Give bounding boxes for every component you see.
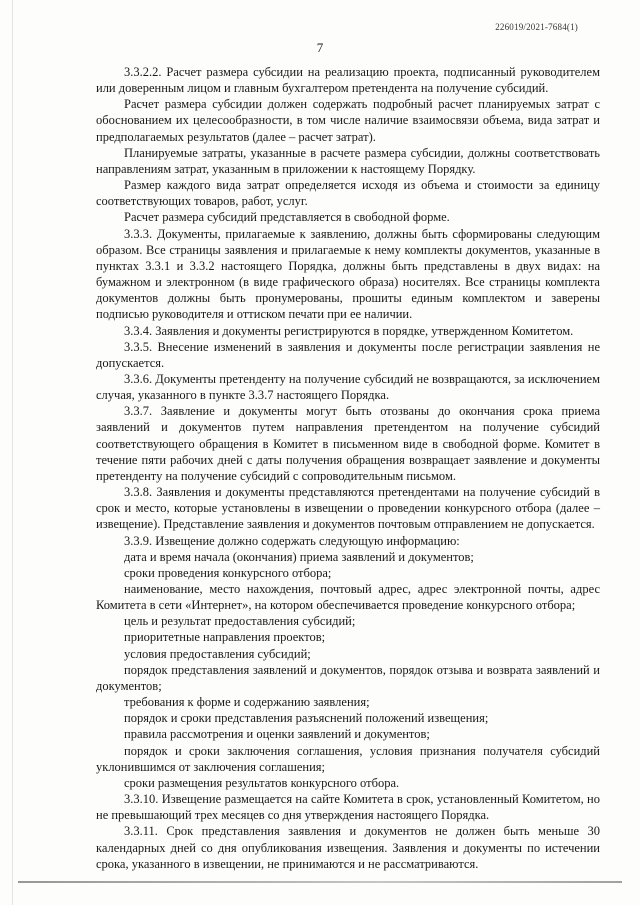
paragraph-cost-size: Размер каждого вида затрат определяется исходя из объема и стоимости за единицу соответствующих товаров, работ, услуг. [96, 178, 600, 209]
list-item: условия предоставления субсидий; [124, 646, 311, 661]
document-registration-number: 226019/2021-7684(1) [495, 22, 578, 32]
paragraph-3-3-10: 3.3.10. Извещение размещается на сайте Комитета в срок, установленный Комитетом, но не превышающий трех месяцев со дня утверждения настоящего Порядка. [96, 792, 600, 823]
page-number: 7 [316, 40, 324, 55]
list-item: приоритетные направления проектов; [124, 630, 326, 645]
paragraph-3-3-4: 3.3.4. Заявления и документы регистрируются в порядке, утвержденном Комитетом. [124, 323, 574, 338]
paragraph-3-3-9: 3.3.9. Извещение должно содержать следующую информацию: [124, 533, 460, 548]
paragraph-3-3-2-2: 3.3.2.2. Расчет размера субсидии на реализацию проекта, подписанный руководителем или доверенным лицом и главным бухгалтером претендента на получение субсидий. [96, 65, 600, 96]
list-item: дата и время начала (окончания) приема заявлений и документов; [124, 549, 474, 564]
paragraph-subsidy-calculation: Расчет размера субсидии должен содержать подробный расчет планируемых затрат с обоснованием их целесообразности, в том числе наличие взаимосвязи объема, вида затрат и предполагаемых результатов (далее – расчет затрат). [96, 97, 600, 144]
paragraph-free-form: Расчет размера субсидий представляется в свободной форме. [124, 210, 450, 225]
list-item: цель и результат предоставления субсидий; [124, 614, 356, 629]
scan-edge [12, 0, 13, 905]
list-item: правила рассмотрения и оценки заявлений и документов; [124, 727, 430, 742]
paragraph-3-3-6: 3.3.6. Документы претендентy на получение субсидий не возвращаются, за исключением случая, указанного в пункте 3.3.7 настоящего Порядка. [96, 371, 600, 403]
list-item: сроки размещения результатов конкурсного отбора. [124, 775, 400, 790]
document-body [96, 64, 600, 872]
list-item: наименование, место нахождения, почтовый адрес, адрес электронной почты, адрес Комитета в сети «Интернет», на котором обеспечивается проведение конкурсного отбора; [96, 582, 600, 613]
list-item: порядок и сроки заключения соглашения, условия признания получателя субсидий уклонившимся от заключения соглашения; [96, 743, 600, 774]
paragraph-3-3-3: 3.3.3. Документы, прилагаемые к заявлению, должны быть сформированы следующим образом. Все страницы заявления и прилагаемые к нему комплекты документов, указанные в пунктах 3.3.1 и 3.3.2 настоящего Порядка, должны быть представлены в двух видах: на бумажном и электронном (в виде графического образа) носителях. Все страницы комплекта документов должны быть пронумерованы, прошиты единым комплектом и заверены подписью руководителя и оттиском печати при ее наличии. [96, 226, 600, 322]
list-item: порядок представления заявлений и документов, порядок отзыва и возврата заявлений и документов; [96, 662, 600, 693]
list-item: порядок и сроки представления разъяснений положений извещения; [124, 711, 489, 726]
paragraph-3-3-7: 3.3.7. Заявление и документы могут быть отозваны до окончания срока приема заявлений и документов путем направления претендентом на получение субсидий соответствующего обращения в Комитет в письменном виде в свободной форме. Комитет в течение пяти рабочих дней с даты получения обращения возвращает заявление и документы претенденту на получение субсидий с сопроводительным письмом. [96, 404, 600, 483]
paragraph-3-3-5: 3.3.5. Внесение изменений в заявления и документы после регистрации заявления не допускается. [96, 339, 600, 370]
scan-bottom-edge [18, 881, 622, 883]
paragraph-planned-costs: Планируемые затраты, указанные в расчете размера субсидии, должны соответствовать направлениям затрат, указанным в приложении к настоящему Порядку. [96, 145, 600, 176]
list-item: сроки проведения конкурсного отбора; [124, 565, 332, 580]
paragraph-3-3-11: 3.3.11. Срок представления заявления и документов не должен быть меньше 30 календарных дней со дня опубликования извещения. Заявления и документы по истечении срока, указанного в извещении, не принимаются и не рассматриваются. [96, 824, 600, 871]
paragraph-3-3-8: 3.3.8. Заявления и документы представляются претендентами на получение субсидий в срок и место, которые установлены в извещении о проведении конкурсного отбора (далее – извещение). Представление заявления и документов почтовым отправлением не допускается. [96, 485, 600, 532]
list-item: требования к форме и содержанию заявления; [124, 695, 370, 710]
